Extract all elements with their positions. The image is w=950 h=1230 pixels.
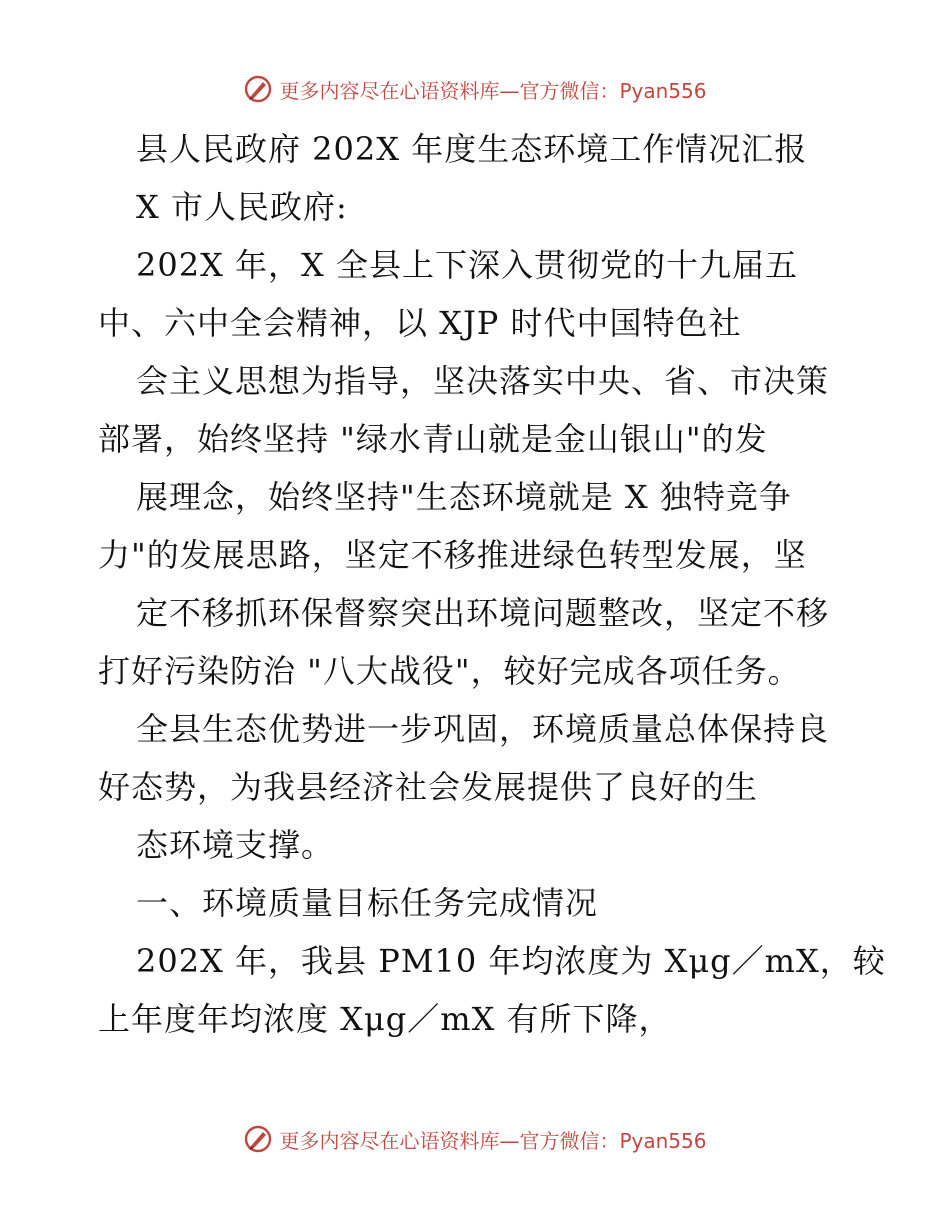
section-heading: 一、环境质量目标任务完成情况 — [136, 884, 599, 922]
paragraph-line: 中、六中全会精神，以 XJP 时代中国特色社 — [98, 304, 742, 342]
paragraph-line: 会主义思想为指导，坚决落实中央、省、市决策 — [136, 362, 830, 400]
watermark-text: 更多内容尽在心语资料库—官方微信：Pyan556 — [279, 78, 707, 103]
paragraph-line: 部署，始终坚持 "绿水青山就是金山银山"的发 — [98, 420, 768, 458]
watermark-footer — [0, 1124, 950, 1154]
paragraph-line: 定不移抓环保督察突出环境问题整改，坚定不移 — [136, 594, 830, 632]
watermark-header — [0, 74, 950, 104]
paragraph-line: 态环境支撑。 — [136, 826, 335, 864]
salutation: X 市人民政府: — [136, 188, 348, 226]
watermark-text: 更多内容尽在心语资料库—官方微信：Pyan556 — [279, 1128, 707, 1153]
paragraph-line: 力"的发展思路，坚定不移推进绿色转型发展，坚 — [98, 536, 807, 574]
paragraph-line: 打好污染防治 "八大战役"，较好完成各项任务。 — [98, 652, 801, 690]
paragraph-line: 展理念，始终坚持"生态环境就是 X 独特竞争 — [136, 478, 792, 516]
document-title: 县人民政府 202X 年度生态环境工作情况汇报 — [136, 130, 808, 168]
paragraph-line: 好态势，为我县经济社会发展提供了良好的生 — [98, 768, 759, 806]
pen-logo-icon — [243, 74, 273, 104]
pen-logo-icon — [243, 1124, 273, 1154]
paragraph-line: 202X 年，我县 PM10 年均浓度为 Xμg／mX，较 — [136, 942, 886, 980]
paragraph-line: 上年度年均浓度 Xμg／mX 有所下降， — [98, 1000, 672, 1038]
paragraph-line: 202X 年，X 全县上下深入贯彻党的十九届五 — [136, 246, 798, 284]
paragraph-line: 全县生态优势进一步巩固，环境质量总体保持良 — [136, 710, 830, 748]
